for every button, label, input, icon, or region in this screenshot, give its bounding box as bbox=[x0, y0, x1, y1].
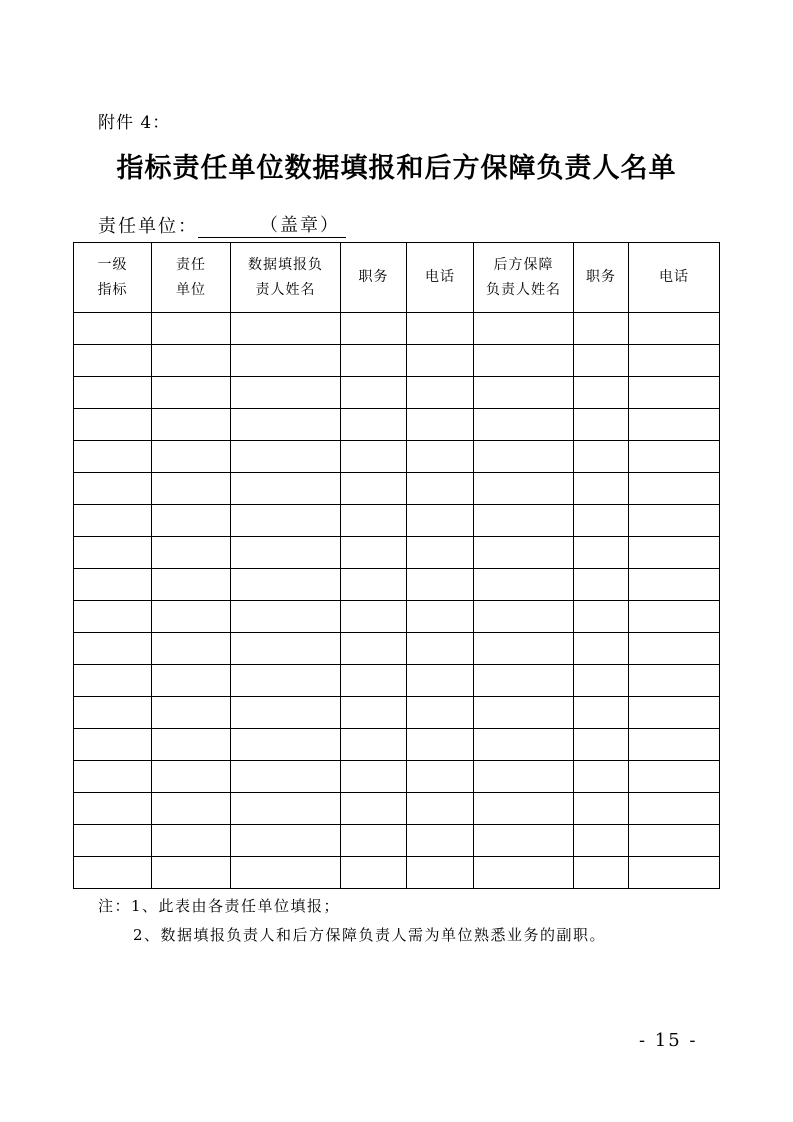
responsible-unit-label: 责任单位： bbox=[98, 216, 198, 237]
table-cell[interactable] bbox=[74, 377, 152, 409]
table-cell[interactable] bbox=[231, 473, 341, 505]
table-cell[interactable] bbox=[474, 633, 574, 665]
table-cell[interactable] bbox=[474, 505, 574, 537]
table-row bbox=[74, 569, 720, 601]
table-cell[interactable] bbox=[629, 601, 720, 633]
table-cell[interactable] bbox=[231, 345, 341, 377]
table-cell[interactable] bbox=[231, 537, 341, 569]
table-cell[interactable] bbox=[574, 601, 629, 633]
table-cell[interactable] bbox=[407, 633, 474, 665]
table-cell[interactable] bbox=[74, 441, 152, 473]
table-cell[interactable] bbox=[341, 473, 407, 505]
table-cell[interactable] bbox=[407, 793, 474, 825]
table-cell[interactable] bbox=[341, 377, 407, 409]
table-cell[interactable] bbox=[74, 729, 152, 761]
table-row bbox=[74, 697, 720, 729]
table-header-row bbox=[74, 243, 720, 313]
table-row bbox=[74, 761, 720, 793]
note-2: 2、数据填报负责人和后方保障负责人需为单位熟悉业务的副职。 bbox=[133, 926, 607, 944]
table-cell[interactable] bbox=[231, 825, 341, 857]
table-cell[interactable] bbox=[574, 665, 629, 697]
table-cell[interactable] bbox=[341, 601, 407, 633]
table-cell[interactable] bbox=[629, 409, 720, 441]
table-cell[interactable] bbox=[231, 633, 341, 665]
table-body bbox=[74, 313, 720, 889]
table-cell[interactable] bbox=[152, 729, 231, 761]
column-header-responsible-unit: 责任 单位 bbox=[152, 243, 231, 313]
page-number: - 15 - bbox=[639, 1030, 698, 1051]
table-cell[interactable] bbox=[74, 761, 152, 793]
table-cell[interactable] bbox=[574, 345, 629, 377]
table-cell[interactable] bbox=[474, 665, 574, 697]
responsible-unit-field[interactable] bbox=[198, 215, 346, 238]
table-cell[interactable] bbox=[231, 601, 341, 633]
table-cell[interactable] bbox=[474, 441, 574, 473]
table-cell[interactable] bbox=[629, 377, 720, 409]
table-cell[interactable] bbox=[474, 569, 574, 601]
table-cell[interactable] bbox=[74, 345, 152, 377]
table-cell[interactable] bbox=[629, 825, 720, 857]
table-cell[interactable] bbox=[574, 857, 629, 889]
table-cell[interactable] bbox=[629, 729, 720, 761]
table-cell[interactable] bbox=[407, 377, 474, 409]
table-cell[interactable] bbox=[407, 473, 474, 505]
table-cell[interactable] bbox=[152, 505, 231, 537]
table-cell[interactable] bbox=[407, 761, 474, 793]
table-cell[interactable] bbox=[629, 665, 720, 697]
table-cell[interactable] bbox=[74, 601, 152, 633]
table-cell[interactable] bbox=[629, 793, 720, 825]
table-cell[interactable] bbox=[629, 857, 720, 889]
table-cell[interactable] bbox=[629, 537, 720, 569]
table-row bbox=[74, 345, 720, 377]
table-cell[interactable] bbox=[341, 569, 407, 601]
table-cell[interactable] bbox=[474, 313, 574, 345]
table-cell[interactable] bbox=[152, 697, 231, 729]
table-cell[interactable] bbox=[629, 633, 720, 665]
table-cell[interactable] bbox=[152, 441, 231, 473]
table-row bbox=[74, 857, 720, 889]
table-cell[interactable] bbox=[152, 761, 231, 793]
table-cell[interactable] bbox=[407, 505, 474, 537]
table-cell[interactable] bbox=[629, 473, 720, 505]
table-cell[interactable] bbox=[474, 537, 574, 569]
table-row bbox=[74, 473, 720, 505]
table-cell[interactable] bbox=[574, 697, 629, 729]
table-cell[interactable] bbox=[341, 345, 407, 377]
table-cell[interactable] bbox=[574, 473, 629, 505]
table-cell[interactable] bbox=[152, 857, 231, 889]
column-header-support-position: 职务 bbox=[574, 243, 629, 313]
table-cell[interactable] bbox=[341, 793, 407, 825]
table-cell[interactable] bbox=[341, 857, 407, 889]
table-cell[interactable] bbox=[74, 505, 152, 537]
table-cell[interactable] bbox=[152, 409, 231, 441]
table-cell[interactable] bbox=[574, 441, 629, 473]
table-row bbox=[74, 377, 720, 409]
table-cell[interactable] bbox=[231, 761, 341, 793]
table-cell[interactable] bbox=[407, 569, 474, 601]
table-cell[interactable] bbox=[231, 697, 341, 729]
table-cell[interactable] bbox=[152, 377, 231, 409]
table-cell[interactable] bbox=[341, 761, 407, 793]
table-cell[interactable] bbox=[474, 377, 574, 409]
table-cell[interactable] bbox=[407, 345, 474, 377]
table-cell[interactable] bbox=[474, 473, 574, 505]
table-cell[interactable] bbox=[629, 697, 720, 729]
table-cell[interactable] bbox=[474, 409, 574, 441]
table-row bbox=[74, 633, 720, 665]
column-header-indicator: 一级 指标 bbox=[74, 243, 152, 313]
table-cell[interactable] bbox=[74, 665, 152, 697]
table-row bbox=[74, 825, 720, 857]
table-cell[interactable] bbox=[152, 473, 231, 505]
table-cell[interactable] bbox=[474, 697, 574, 729]
table-cell[interactable] bbox=[574, 633, 629, 665]
table-cell[interactable] bbox=[574, 505, 629, 537]
table-cell[interactable] bbox=[152, 537, 231, 569]
table-cell[interactable] bbox=[152, 665, 231, 697]
table-cell[interactable] bbox=[341, 409, 407, 441]
table-cell[interactable] bbox=[341, 665, 407, 697]
table-row bbox=[74, 313, 720, 345]
table-cell[interactable] bbox=[407, 665, 474, 697]
table-cell[interactable] bbox=[74, 793, 152, 825]
table-cell[interactable] bbox=[574, 409, 629, 441]
table-cell[interactable] bbox=[474, 857, 574, 889]
table-cell[interactable] bbox=[74, 825, 152, 857]
table-cell[interactable] bbox=[152, 825, 231, 857]
column-header-support-phone: 电话 bbox=[629, 243, 720, 313]
column-header-reporter-position: 职务 bbox=[341, 243, 407, 313]
table-cell[interactable] bbox=[474, 761, 574, 793]
table-cell[interactable] bbox=[574, 793, 629, 825]
table-cell[interactable] bbox=[74, 569, 152, 601]
table-cell[interactable] bbox=[231, 569, 341, 601]
table-cell[interactable] bbox=[407, 825, 474, 857]
table-cell[interactable] bbox=[231, 377, 341, 409]
table-row bbox=[74, 729, 720, 761]
table-cell[interactable] bbox=[152, 345, 231, 377]
table-cell[interactable] bbox=[474, 729, 574, 761]
column-header-data-reporter-name: 数据填报负 责人姓名 bbox=[231, 243, 341, 313]
table-cell[interactable] bbox=[574, 825, 629, 857]
table-cell[interactable] bbox=[231, 793, 341, 825]
responsible-persons-table bbox=[73, 242, 720, 889]
table-cell[interactable] bbox=[74, 473, 152, 505]
table-cell[interactable] bbox=[629, 441, 720, 473]
table-row bbox=[74, 537, 720, 569]
table-cell[interactable] bbox=[341, 441, 407, 473]
table-cell[interactable] bbox=[474, 345, 574, 377]
table-cell[interactable] bbox=[407, 857, 474, 889]
table-cell[interactable] bbox=[341, 729, 407, 761]
table-cell[interactable] bbox=[574, 377, 629, 409]
table-cell[interactable] bbox=[574, 569, 629, 601]
table-cell[interactable] bbox=[231, 505, 341, 537]
table-cell[interactable] bbox=[74, 313, 152, 345]
notes bbox=[98, 895, 607, 944]
table-cell[interactable] bbox=[341, 537, 407, 569]
table-cell[interactable] bbox=[74, 537, 152, 569]
table-cell[interactable] bbox=[574, 313, 629, 345]
column-header-support-person-name: 后方保障 负责人姓名 bbox=[474, 243, 574, 313]
table-cell[interactable] bbox=[341, 697, 407, 729]
table-cell[interactable] bbox=[474, 793, 574, 825]
table-cell[interactable] bbox=[231, 857, 341, 889]
table-cell[interactable] bbox=[152, 313, 231, 345]
table-cell[interactable] bbox=[407, 409, 474, 441]
table-cell[interactable] bbox=[629, 313, 720, 345]
table-cell[interactable] bbox=[574, 537, 629, 569]
responsible-unit-line bbox=[98, 212, 346, 238]
table-cell[interactable] bbox=[629, 569, 720, 601]
table-cell[interactable] bbox=[341, 505, 407, 537]
table-cell[interactable] bbox=[341, 825, 407, 857]
table-cell[interactable] bbox=[407, 537, 474, 569]
table-cell[interactable] bbox=[74, 857, 152, 889]
table-cell[interactable] bbox=[152, 633, 231, 665]
table-cell[interactable] bbox=[574, 729, 629, 761]
table-cell[interactable] bbox=[74, 633, 152, 665]
table-cell[interactable] bbox=[231, 441, 341, 473]
table-cell[interactable] bbox=[407, 697, 474, 729]
table-cell[interactable] bbox=[474, 825, 574, 857]
table-cell[interactable] bbox=[74, 697, 152, 729]
column-header-reporter-phone: 电话 bbox=[407, 243, 474, 313]
document-title: 指标责任单位数据填报和后方保障负责人名单 bbox=[116, 153, 677, 184]
table-cell[interactable] bbox=[341, 313, 407, 345]
attachment-label: 附件 4： bbox=[98, 113, 171, 133]
table-cell[interactable] bbox=[74, 409, 152, 441]
table-cell[interactable] bbox=[152, 793, 231, 825]
table-cell[interactable] bbox=[407, 601, 474, 633]
table-cell[interactable] bbox=[407, 441, 474, 473]
table-cell[interactable] bbox=[629, 345, 720, 377]
table-row bbox=[74, 793, 720, 825]
table-row bbox=[74, 665, 720, 697]
table-cell[interactable] bbox=[231, 313, 341, 345]
table-row bbox=[74, 601, 720, 633]
table-cell[interactable] bbox=[629, 505, 720, 537]
table-cell[interactable] bbox=[341, 633, 407, 665]
stamp-hint: （盖章） bbox=[260, 215, 340, 236]
table-cell[interactable] bbox=[152, 601, 231, 633]
table-cell[interactable] bbox=[474, 601, 574, 633]
table-cell[interactable] bbox=[407, 729, 474, 761]
table-cell[interactable] bbox=[407, 313, 474, 345]
table-cell[interactable] bbox=[629, 761, 720, 793]
table-cell[interactable] bbox=[231, 729, 341, 761]
table-cell[interactable] bbox=[574, 761, 629, 793]
table-row bbox=[74, 441, 720, 473]
table-cell[interactable] bbox=[231, 409, 341, 441]
table-row bbox=[74, 505, 720, 537]
table-row bbox=[74, 409, 720, 441]
table-cell[interactable] bbox=[152, 569, 231, 601]
table-cell[interactable] bbox=[231, 665, 341, 697]
note-1: 注：1、此表由各责任单位填报； bbox=[98, 897, 341, 915]
